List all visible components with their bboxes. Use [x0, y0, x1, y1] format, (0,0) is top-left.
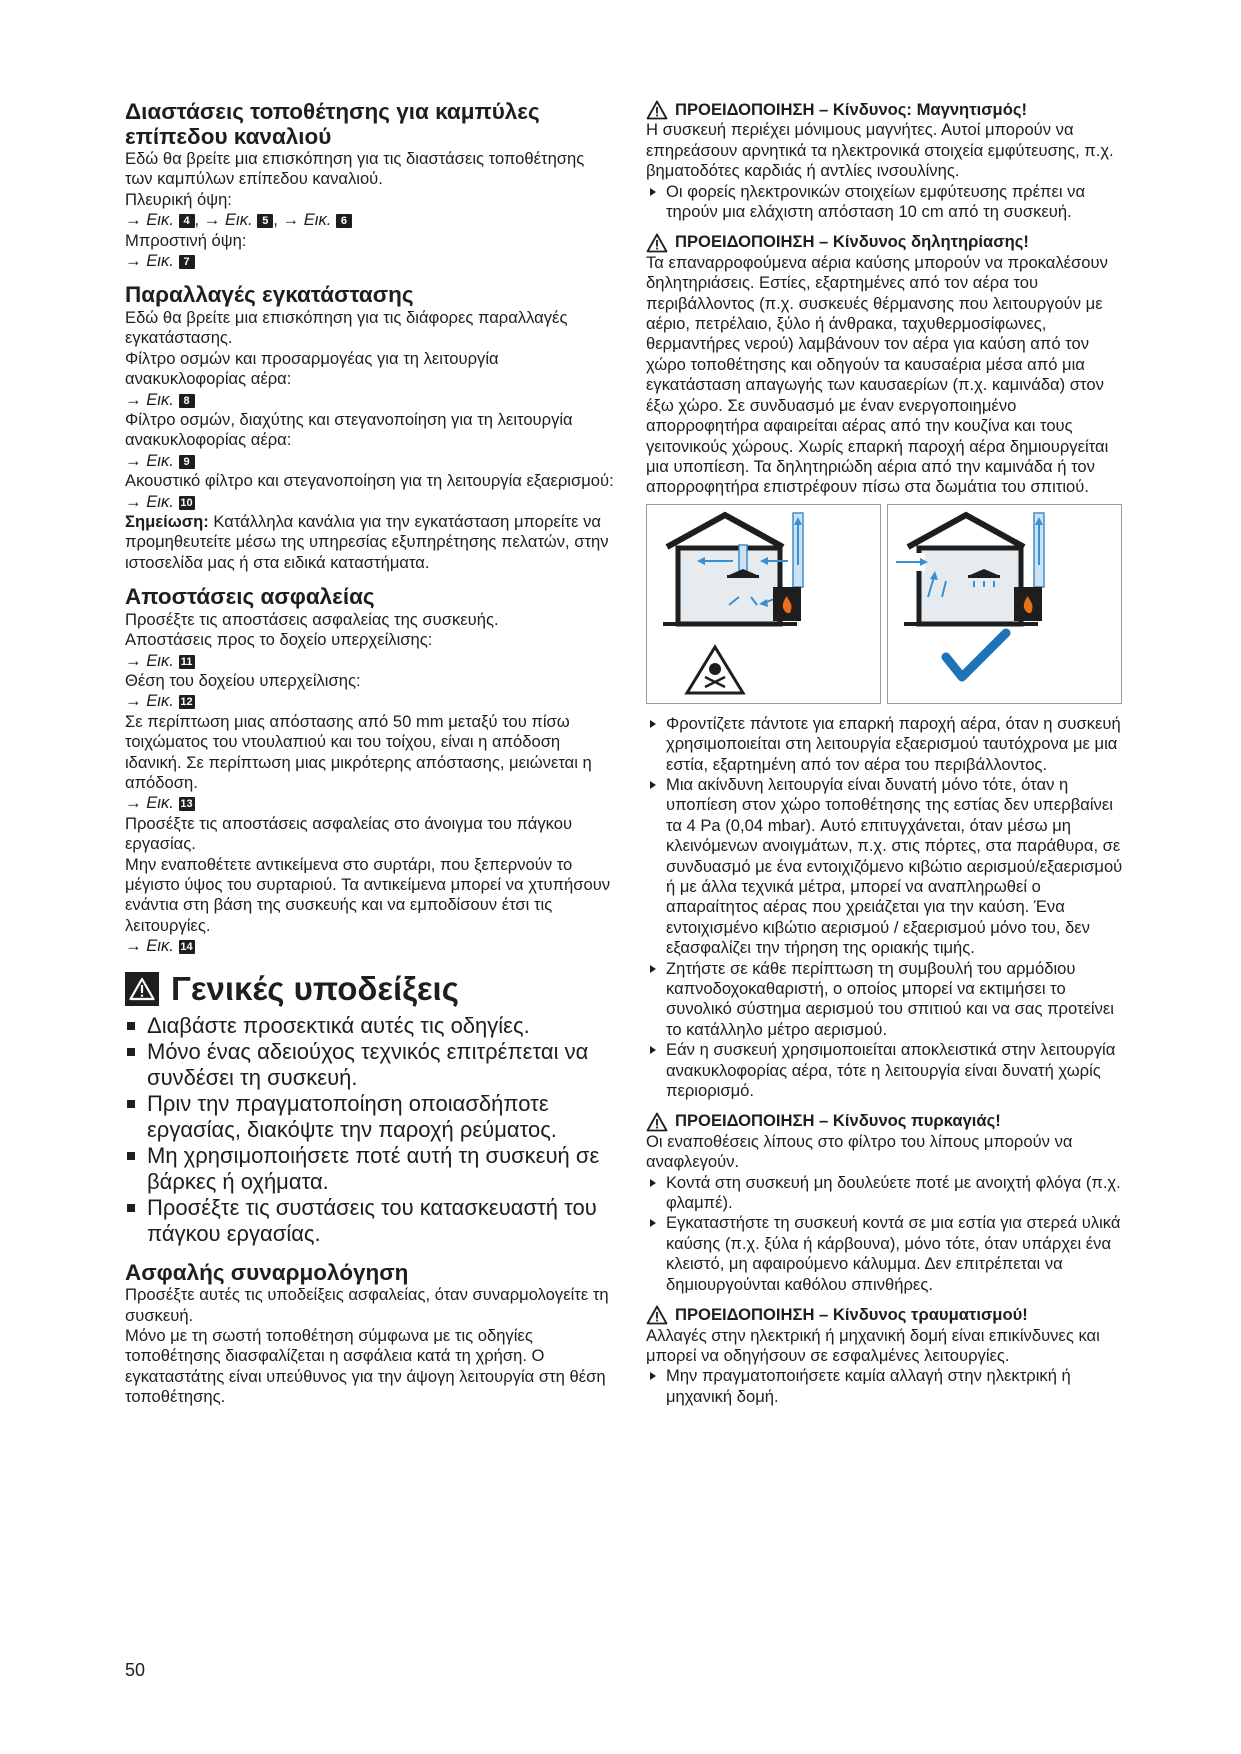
warning-title-poisoning: ΠΡΟΕΙΔΟΠΟΙΗΣΗ – Κίνδυνος δηλητηρίασης! [646, 232, 1126, 252]
note-label: Σημείωση: [125, 512, 209, 531]
warning-triangle-icon [646, 100, 668, 120]
paragraph: Θέση του δοχείου υπερχείλισης: [125, 670, 361, 690]
list-item: Μη χρησιμοποιήσετε ποτέ αυτή τη συσκευή σε βάρκες ή οχήματα. [125, 1143, 615, 1195]
side-view-label: Πλευρική όψη: [125, 189, 232, 209]
section-heading-installation-variants: Παραλλαγές εγκατάστασης [125, 282, 414, 308]
figure-number-badge: 10 [180, 496, 193, 509]
bullet-list [646, 714, 1126, 1102]
paragraph: Οι εναποθέσεις λίπους στο φίλτρο του λίπους μπορούν να αναφλεγούν. [646, 1131, 1073, 1172]
paragraph: Η συσκευή περιέχει μόνιμους μαγνήτες. Αυτοί μπορούν να επηρεάσουν αρνητικά τα ηλεκτρονικά στοιχεία εμφύτευσης, π.χ. βηματοδότες καρδιάς ή αντλίες ινσουλίνης. [646, 120, 1114, 181]
wrong-ventilation-panel [646, 504, 881, 704]
warning-title-fire: ΠΡΟΕΙΔΟΠΟΙΗΣΗ – Κίνδυνος πυρκαγιάς! [646, 1111, 1126, 1131]
list-item: Οι φορείς ηλεκτρονικών στοιχείων εμφύτευσης πρέπει να τηρούν μια ελάχιστη απόσταση 10 cm από τη συσκευή. [646, 182, 1126, 223]
bullet-list [646, 182, 1126, 223]
list-item: Προσέξτε τις συστάσεις του κατασκευαστή του πάγκου εργασίας. [125, 1195, 615, 1247]
correct-ventilation-panel [887, 504, 1122, 704]
figure-number-badge: 4 [179, 214, 195, 228]
list-item: Κοντά στη συσκευή μη δουλεύετε ποτέ με ανοιχτή φλόγα (π.χ. φλαμπέ). [646, 1173, 1126, 1214]
paragraph: Προσέξτε τις αποστάσεις ασφαλείας της συσκευής. [125, 609, 499, 629]
figure-reference-line: → Εικ. 11 [125, 651, 615, 671]
ventilation-illustration [646, 504, 1126, 704]
figure-reference-line: → Εικ. 13 [125, 793, 193, 813]
paragraph: Φίλτρο οσμών και προσαρμογέας για τη λειτουργία ανακυκλοφορίας αέρα: [125, 348, 499, 389]
right-column [646, 100, 1126, 1407]
section-heading-safety-distances: Αποστάσεις ασφαλείας [125, 584, 375, 610]
list-item: Εάν η συσκευή χρησιμοποιείται αποκλειστικά στην λειτουργία ανακυκλοφορίας αέρα, τότε η λειτουργία είναι δυνατή χωρίς περιορισμό. [646, 1040, 1126, 1101]
list-item: Διαβάστε προσεκτικά αυτές τις οδηγίες. [125, 1013, 615, 1039]
figure-number-badge: 12 [180, 696, 193, 709]
general-notes-title: Γενικές υποδείξεις [171, 969, 459, 1007]
section-heading-safe-assembly: Ασφαλής συναρμολόγηση [125, 1259, 409, 1285]
house-ventilated-illustration [888, 505, 1121, 703]
figure-reference-line: → Εικ. 4 , → Εικ. 5 , → Εικ. 6 [125, 210, 615, 230]
warning-triangle-icon [646, 1112, 668, 1132]
figure-number-badge: 8 [179, 394, 195, 408]
figure-reference-line: → Εικ. 9 [125, 451, 615, 471]
figure-number-badge: 13 [180, 798, 193, 811]
left-column [125, 100, 615, 1408]
figure-reference-line: → Εικ. 7 [125, 251, 615, 271]
figure-number-badge: 9 [179, 455, 195, 469]
figure-number-badge: 14 [180, 941, 193, 954]
figure-number-badge: 7 [179, 255, 195, 269]
list-item: Πριν την πραγματοποίηση οποιασδήποτε εργασίας, διακόψτε την παροχή ρεύματος. [125, 1091, 615, 1143]
bullet-list [646, 1366, 1126, 1407]
paragraph: Προσέξτε αυτές τις υποδείξεις ασφαλείας, όταν συναρμολογείτε τη συσκευή. [125, 1285, 609, 1325]
warning-title-injury: ΠΡΟΕΙΔΟΠΟΙΗΣΗ – Κίνδυνος τραυματισμού! [646, 1305, 1126, 1325]
figure-reference-line: → Εικ. 8 [125, 390, 615, 410]
figure-reference-line: → Εικ. 10 [125, 491, 193, 511]
paragraph: Εδώ θα βρείτε μια επισκόπηση για τις διαστάσεις τοποθέτησης των καμπύλων επίπεδου καναλιού. [125, 149, 585, 189]
figure-reference-line: → Εικ. 12 [125, 691, 193, 711]
paragraph: Σε περίπτωση μιας απόστασης από 50 mm μεταξύ του πίσω τοιχώματος του ντουλαπιού και του τοίχου, είναι η απόδοση ιδανική. Σε περίπτωση μιας μικρότερης απόστασης, μειώνεται η απόδοση. [125, 711, 592, 792]
page-number: 50 [125, 1660, 146, 1680]
figure-reference-line: → Εικ. 14 [125, 936, 193, 956]
list-item: Μην πραγματοποιήσετε καμία αλλαγή στην ηλεκτρική ή μηχανική δομή. [646, 1366, 1126, 1407]
section-heading-curve-dimensions: Διαστάσεις τοποθέτησης για καμπύλες επίπεδου καναλιού [125, 99, 540, 149]
front-view-label: Μπροστινή όψη: [125, 230, 247, 250]
paragraph: Αποστάσεις προς το δοχείο υπερχείλισης: [125, 630, 433, 650]
list-item: Εγκαταστήστε τη συσκευή κοντά σε μια εστία για στερεά υλικά καύσης (π.χ. ξύλα ή κάρβουνα), μόνο τότε, όταν υπάρχει ένα κλειστό, μη αφαιρούμενο κάλυμμα. Δεν επιτρέπεται να δημιουργούνται καθόλου σπινθήρες. [646, 1213, 1126, 1295]
paragraph: Φίλτρο οσμών, διαχύτης και στεγανοποίηση για τη λειτουργία ανακυκλοφορίας αέρα: [125, 409, 573, 450]
list-item: Ζητήστε σε κάθε περίπτωση τη συμβουλή του αρμόδιου καπνοδοχοκαθαριστή, ο οποίος μπορεί να εκτιμήσει το συνολικό σύστημα αερισμού του σπιτιού και να σας προτείνει το κατάλληλο μέτρο αερισμού. [646, 959, 1126, 1041]
bullet-list [646, 1173, 1126, 1295]
list-item: Μόνο ένας αδειούχος τεχνικός επιτρέπεται να συνδέσει τη συσκευή. [125, 1039, 615, 1091]
house-poison-illustration [647, 505, 880, 703]
figure-number-badge: 6 [336, 214, 352, 228]
figure-number-badge: 5 [257, 214, 273, 228]
paragraph: Τα επαναρροφούμενα αέρια καύσης μπορούν να προκαλέσουν δηλητηριάσεις. Εστίες, εξαρτημένες από τον αέρα του περιβάλλοντος (π.χ. συσκευές θέρμανσης που λειτουργούν με αέριο, πετρέλαιο, ξύλο ή άνθρακα, ταχυθερμοσίφωνες, θερμαντήρες νερού) λαμβάνουν τον αέρα για καύση από τον χώρο τοποθέτησης και οδηγούν τα καυσαέρια μέσα από μια εγκατάσταση απαγωγής των καυσαερίων (π.χ. καμινάδα) στον έξω χώρο. Σε συνδυασμό με έναν ενεργοποιημένο απορροφητήρα αφαιρείται αέρας από την κουζίνα και τους γειτονικούς χώρους. Χωρίς επαρκή παροχή αέρα δημιουργείται μια υποπίεση. Τα δηλητηριώδη αέρια από την καμινάδα ή τον απορροφητήρα επιστρέφουν πίσω στα δωμάτια του σπιτιού. [646, 252, 1109, 497]
figure-number-badge: 11 [179, 655, 195, 669]
warning-icon [125, 972, 159, 1006]
paragraph: Αλλαγές στην ηλεκτρική ή μηχανική δομή είναι επικίνδυνες και μπορεί να οδηγήσουν σε εσφαλμένες λειτουργίες. [646, 1325, 1100, 1365]
paragraph: Εδώ θα βρείτε μια επισκόπηση για τις διάφορες παραλλαγές εγκατάστασης. [125, 307, 568, 348]
list-item: Μια ακίνδυνη λειτουργία είναι δυνατή μόνο τότε, όταν η υποπίεση στον χώρο τοποθέτησης της εστίας δεν υπερβαίνει τα 4 Pa (0,04 mbar). Αυτό επιτυγχάνεται, όταν μέσω μη κλεινόμενων ανοιγμάτων, π.χ. στις πόρτες, στα παράθυρα, σε συνδυασμό με ένα εντοιχιζόμενο κιβώτιο αερισμού/εξαερισμού ή με άλλα τεχνικά μέτρα, μπορεί να αναπληρωθεί ο απαραίτητος αέρας που χρειάζεται για την καύση. Ένα εντοιχισμένο κιβώτιο αερισμού / εξαερισμού μόνο του, δεν εξασφαλίζει την τήρηση της οριακής τιμής. [646, 775, 1126, 959]
warning-title-magnetism: ΠΡΟΕΙΔΟΠΟΙΗΣΗ – Κίνδυνος: Μαγνητισμός! [646, 100, 1126, 120]
general-notes-list [125, 1013, 615, 1247]
list-item: Φροντίζετε πάντοτε για επαρκή παροχή αέρα, όταν η συσκευή χρησιμοποιείται στη λειτουργία εξαερισμού ταυτόχρονα με μια εστία, εξαρτημένη από τον αέρα του περιβάλλοντος. [646, 714, 1126, 775]
general-notes-heading [125, 971, 615, 1007]
paragraph: Προσέξτε τις αποστάσεις ασφαλείας στο άνοιγμα του πάγκου εργασίας. [125, 813, 573, 854]
warning-triangle-icon [646, 1305, 668, 1325]
paragraph: Μόνο με τη σωστή τοποθέτηση σύμφωνα με τις οδηγίες τοποθέτησης διασφαλίζεται η ασφάλεια κατά τη χρήση. Ο εγκαταστάτης είναι υπεύθυνος για την άψογη λειτουργία στη θέση τοποθέτησης. [125, 1325, 606, 1407]
paragraph: Μην εναποθέτετε αντικείμενα στο συρτάρι, που ξεπερνούν το μέγιστο ύψος του συρταριού. Τα αντικείμενα μπορεί να χτυπήσουν ενάντια στη βάση της συσκευής και να εμποδίσουν έτσι τις λειτουργίες. [125, 854, 611, 935]
paragraph: Ακουστικό φίλτρο και στεγανοποίηση για τη λειτουργία εξαερισμού: [125, 471, 614, 491]
note: Σημείωση: Κατάλληλα κανάλια για την εγκατάσταση μπορείτε να προμηθευτείτε μέσω της υπηρεσίας εξυπηρέτησης πελατών, στην ιστοσελίδα μας ή στα ειδικά καταστήματα. [125, 512, 609, 572]
warning-triangle-icon [646, 233, 668, 253]
